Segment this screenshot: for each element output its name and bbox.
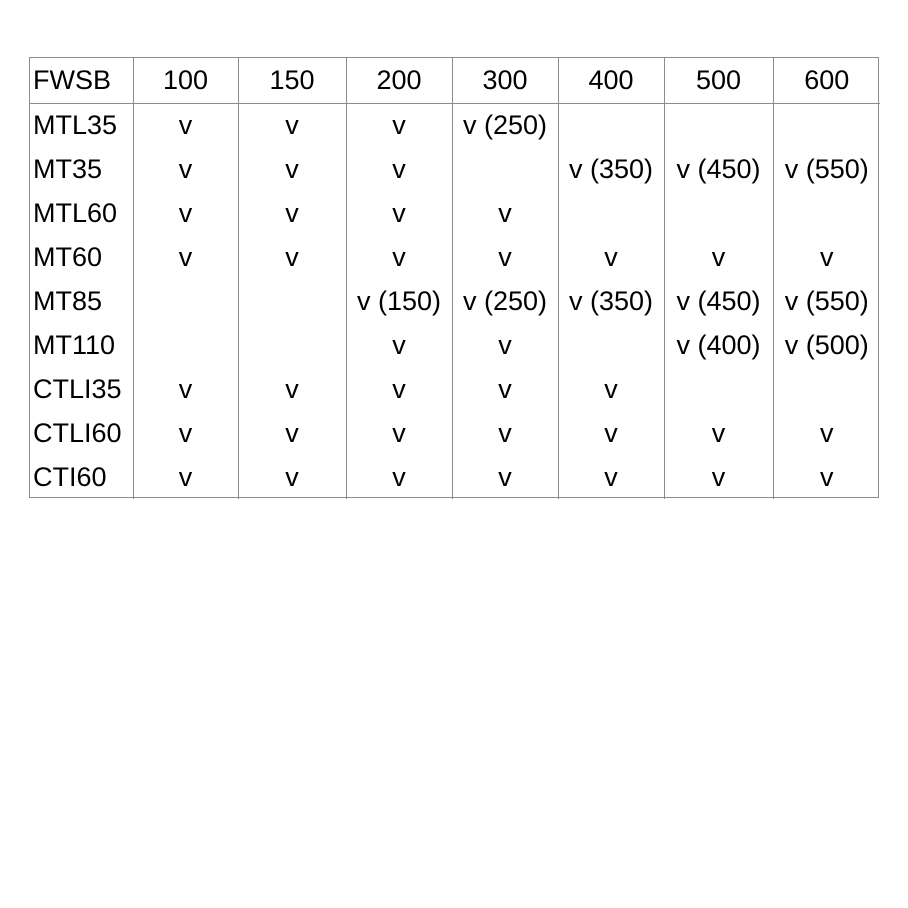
table-cell [773,367,880,411]
table-cell: v [346,147,452,191]
compatibility-table [29,57,879,498]
table-cell: v [346,323,452,367]
header-row [30,58,880,103]
table-cell: v [664,411,773,455]
table-cell: v [773,235,880,279]
table-cell: v [133,191,238,235]
table-cell: v [346,455,452,499]
table-cell: v [238,411,346,455]
table-cell [133,279,238,323]
table-cell: v [452,323,558,367]
table-cell: v [133,455,238,499]
table-cell: v (150) [346,279,452,323]
table-cell: v [133,235,238,279]
table-row [30,103,880,147]
table-cell: v [452,191,558,235]
header-cell: 300 [452,58,558,103]
table-cell: v (350) [558,147,664,191]
table-cell [238,279,346,323]
row-label: MT85 [33,286,103,316]
header-cell: 150 [238,58,346,103]
table-cell [558,103,664,147]
table-cell: v [346,103,452,147]
table-cell [558,323,664,367]
table-row [30,235,880,279]
row-label: MT60 [33,242,103,272]
data-table [30,58,880,499]
table-cell: v (400) [664,323,773,367]
table-cell: v [346,235,452,279]
header-cell: 200 [346,58,452,103]
table-cell: v [133,103,238,147]
table-cell: v [664,235,773,279]
row-label: MT35 [33,154,103,184]
table-row [30,279,880,323]
table-cell [238,323,346,367]
table-row [30,191,880,235]
table-cell: v [346,367,452,411]
table-cell: v [558,411,664,455]
row-label: CTI60 [33,462,107,492]
table-cell: v [238,191,346,235]
table-row [30,147,880,191]
header-cell: 400 [558,58,664,103]
header-cell: 600 [773,58,880,103]
table-cell: v [452,367,558,411]
table-row [30,323,880,367]
table-cell: v [238,235,346,279]
header-cell: FWSB [30,58,133,103]
table-cell: v [238,103,346,147]
table-cell: v [773,455,880,499]
table-cell: v [452,411,558,455]
table-cell [452,147,558,191]
table-cell: v [346,191,452,235]
table-cell [664,367,773,411]
table-cell: v [558,235,664,279]
table-cell: v (250) [452,103,558,147]
table-cell: v (450) [664,147,773,191]
table-cell: v [346,411,452,455]
header-cell: 500 [664,58,773,103]
table-cell [664,103,773,147]
table-row [30,411,880,455]
table-cell: v [238,367,346,411]
table-cell: v (550) [773,147,880,191]
table-cell [664,191,773,235]
row-label: MT110 [33,330,116,360]
row-label: MTL35 [33,110,118,141]
table-cell: v [558,455,664,499]
table-cell: v [558,367,664,411]
table-cell: v (500) [773,323,880,367]
table-cell [773,103,880,147]
table-cell: v [133,147,238,191]
row-label: CTLI35 [33,374,122,404]
table-cell: v [238,455,346,499]
table-cell: v [238,147,346,191]
header-cell: 100 [133,58,238,103]
table-row [30,367,880,411]
row-label: MTL60 [33,198,118,228]
table-cell: v [133,367,238,411]
table-cell: v [664,455,773,499]
table-cell: v [773,411,880,455]
table-row [30,455,880,499]
table-cell: v [452,455,558,499]
table-cell: v (450) [664,279,773,323]
table-cell: v (250) [452,279,558,323]
table-cell [558,191,664,235]
row-label: CTLI60 [33,418,122,448]
table-cell: v [133,411,238,455]
table-cell [133,323,238,367]
table-cell: v [452,235,558,279]
table-cell: v (550) [773,279,880,323]
table-cell [773,191,880,235]
table-cell: v (350) [558,279,664,323]
